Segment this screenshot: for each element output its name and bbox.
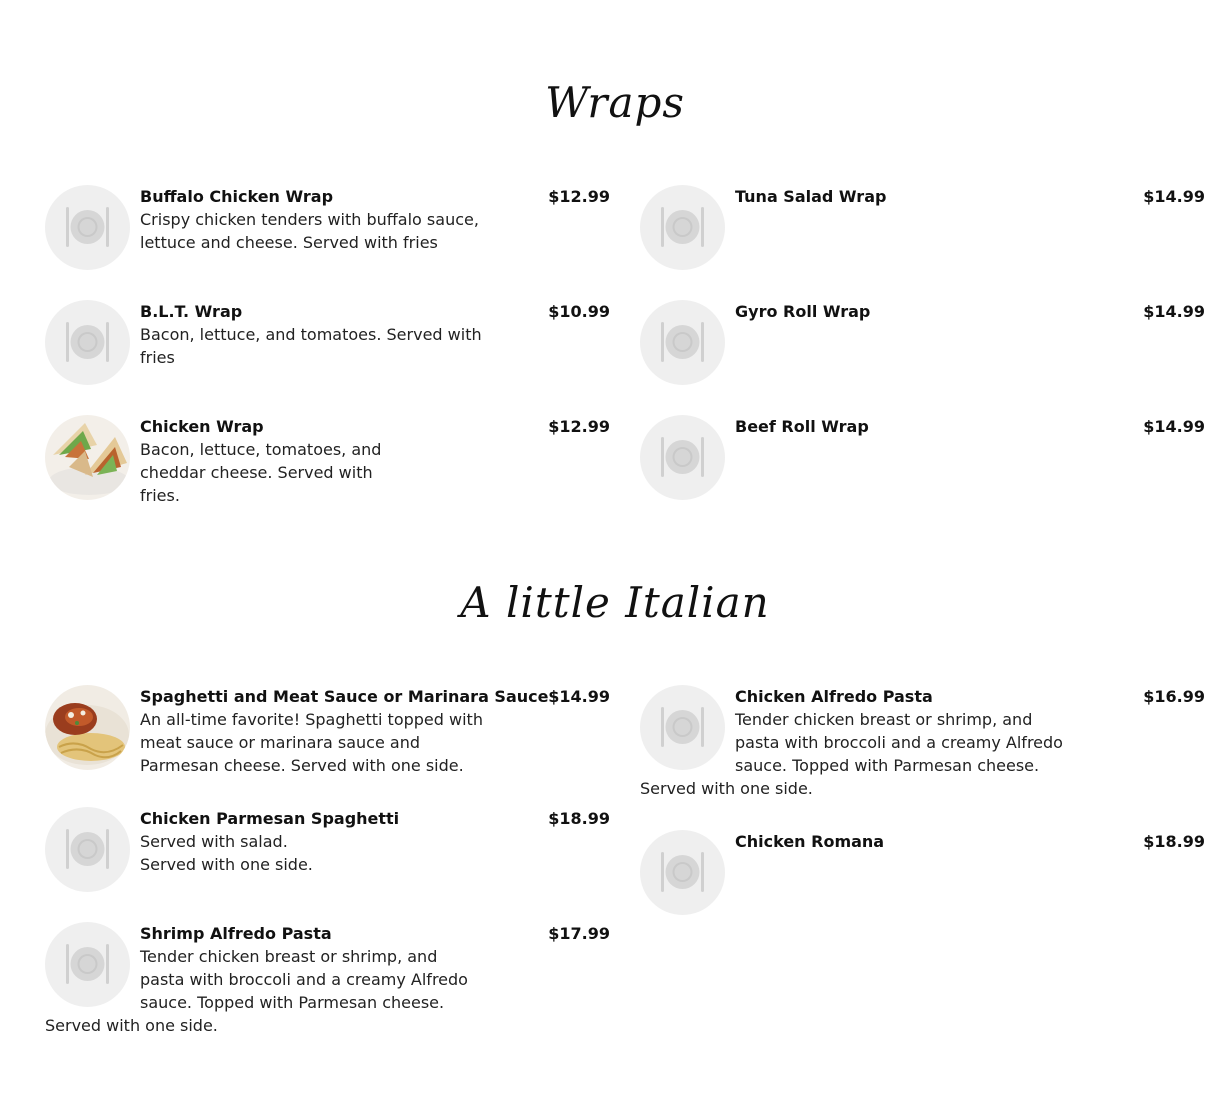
- item-price: $12.99: [548, 417, 610, 436]
- plate-placeholder-icon: [640, 830, 725, 915]
- item-name: Chicken Alfredo Pasta: [735, 687, 933, 706]
- item-name: Chicken Romana: [735, 832, 885, 851]
- chicken-wrap-photo: [45, 415, 130, 500]
- item-description: Tender chicken breast or shrimp, and pasta with broccoli and a creamy Alfredo sauce. Topped with Parmesan cheese. Served with one side.: [640, 710, 1063, 798]
- plate-placeholder-icon: [640, 185, 725, 270]
- item-price: $14.99: [1143, 187, 1205, 206]
- item-description: [140, 830, 485, 876]
- item-price: $10.99: [548, 302, 610, 321]
- item-description-line: Served with salad.: [140, 832, 288, 851]
- section-title-italian: A little Italian: [460, 578, 770, 627]
- item-name: Spaghetti and Meat Sauce or Marinara Sauce: [140, 687, 549, 706]
- plate-placeholder-icon: [640, 415, 725, 500]
- item-name: B.L.T. Wrap: [140, 302, 243, 321]
- item-name: Beef Roll Wrap: [735, 417, 869, 436]
- item-description: Bacon, lettuce, and tomatoes. Served with fries: [140, 325, 482, 367]
- spaghetti-photo: [45, 685, 130, 770]
- item-price: $16.99: [1143, 687, 1205, 706]
- item-description: Tender chicken breast or shrimp, and pasta with broccoli and a creamy Alfredo sauce. Topped with Parmesan cheese. Served with one side.: [45, 947, 468, 1035]
- item-price: $14.99: [1143, 417, 1205, 436]
- plate-placeholder-icon: [640, 300, 725, 385]
- item-price: $18.99: [548, 809, 610, 828]
- item-price: $18.99: [1143, 832, 1205, 851]
- item-description: Crispy chicken tenders with buffalo sauce, lettuce and cheese. Served with fries: [140, 210, 479, 252]
- item-name: Buffalo Chicken Wrap: [140, 187, 334, 206]
- plate-placeholder-icon: [45, 807, 130, 892]
- item-name: Gyro Roll Wrap: [735, 302, 871, 321]
- item-price: $12.99: [548, 187, 610, 206]
- item-price: $14.99: [548, 687, 610, 706]
- plate-placeholder-icon: [45, 300, 130, 385]
- item-price: $17.99: [548, 924, 610, 943]
- plate-placeholder-icon: [45, 185, 130, 270]
- item-description-line: Served with one side.: [140, 855, 313, 874]
- item-name: Chicken Wrap: [140, 417, 264, 436]
- item-name: Chicken Parmesan Spaghetti: [140, 809, 400, 828]
- section-title-wraps: Wraps: [545, 78, 685, 127]
- item-price: $14.99: [1143, 302, 1205, 321]
- item-description: An all-time favorite! Spaghetti topped with meat sauce or marinara sauce and Parmesan cheese. Served with one side.: [140, 710, 483, 775]
- item-description: Bacon, lettuce, tomatoes, and cheddar cheese. Served with fries.: [140, 440, 382, 505]
- item-name: Shrimp Alfredo Pasta: [140, 924, 332, 943]
- item-name: Tuna Salad Wrap: [735, 187, 887, 206]
